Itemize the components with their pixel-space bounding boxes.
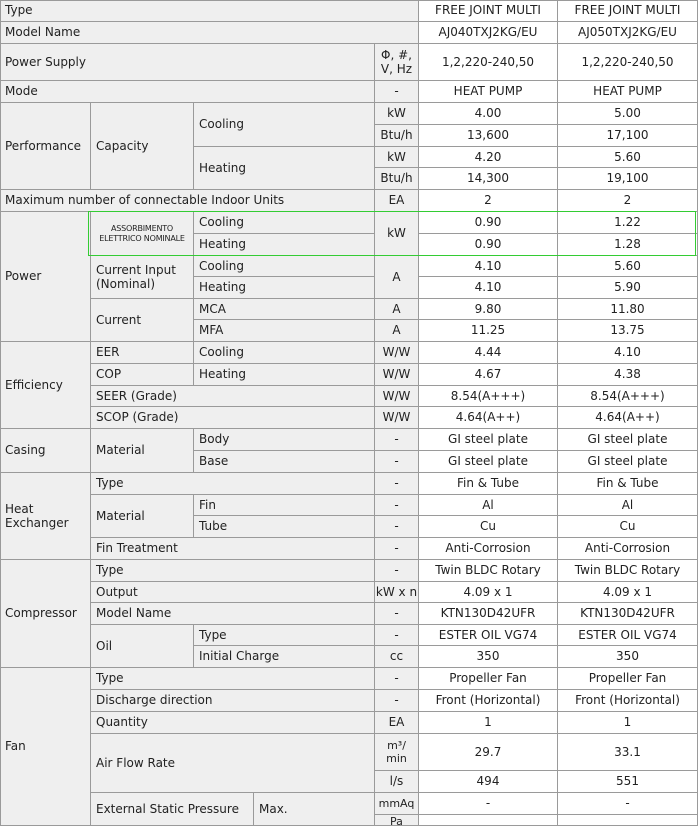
model-value-1: AJ040TXJ2KG/EU	[419, 22, 558, 44]
fan-discharge-value-1: Front (Horizontal)	[419, 690, 558, 712]
ci-cooling-value-1: 4.10	[419, 256, 558, 277]
oil-label: Oil	[91, 625, 194, 668]
hex-treatment-value-1: Anti-Corrosion	[419, 538, 558, 560]
compressor-label: Compressor	[0, 560, 91, 668]
oil-charge-label: Initial Charge	[194, 646, 375, 668]
absorb-cooling-value-2: 1.22	[558, 212, 698, 234]
eer-value-1: 4.44	[419, 342, 558, 364]
hex-type-label: Type	[91, 473, 375, 495]
airflow-ls-unit: l/s	[375, 771, 419, 793]
comp-type-label: Type	[91, 560, 375, 582]
airflow-ls-value-1: 494	[419, 771, 558, 793]
fan-type-value-2: Propeller Fan	[558, 668, 698, 690]
absorb-heating-value-1: 0.90	[419, 234, 558, 256]
ci-heating-label: Heating	[194, 277, 375, 299]
heat-exchanger-label: Heat Exchanger	[0, 473, 91, 560]
casing-base-value-1: GI steel plate	[419, 451, 558, 473]
mfa-value-1: 11.25	[419, 320, 558, 342]
max-units-unit: EA	[375, 190, 419, 212]
absorb-unit: kW	[375, 212, 419, 256]
ci-heating-value-1: 4.10	[419, 277, 558, 299]
casing-body-unit: -	[375, 429, 419, 451]
fan-label: Fan	[0, 668, 91, 826]
fan-quantity-label: Quantity	[91, 712, 375, 734]
mfa-unit: A	[375, 320, 419, 342]
hex-treatment-label: Fin Treatment	[91, 538, 375, 560]
oil-type-unit: -	[375, 625, 419, 646]
capacity-heating-label: Heating	[194, 147, 375, 190]
esp-max-label: Max.	[254, 793, 375, 826]
casing-body-value-1: GI steel plate	[419, 429, 558, 451]
cop-value-1: 4.67	[419, 364, 558, 386]
mca-value-1: 9.80	[419, 299, 558, 320]
scop-label: SCOP (Grade)	[91, 407, 375, 429]
max-units-label: Maximum number of connectable Indoor Units	[0, 190, 375, 212]
cool-kw-value-2: 5.00	[558, 103, 698, 125]
comp-type-unit: -	[375, 560, 419, 582]
hex-fin-value-1: Al	[419, 495, 558, 516]
current-input-label: Current Input (Nominal)	[91, 256, 194, 299]
oil-charge-value-2: 350	[558, 646, 698, 668]
type-value-2: FREE JOINT MULTI	[558, 0, 698, 22]
airflow-m3-unit: m³/ min	[375, 734, 419, 771]
fan-quantity-value-2: 1	[558, 712, 698, 734]
seer-value-1: 8.54(A+++)	[419, 386, 558, 407]
scop-value-2: 4.64(A++)	[558, 407, 698, 429]
fan-discharge-label: Discharge direction	[91, 690, 375, 712]
fan-type-label: Type	[91, 668, 375, 690]
cool-btu-value-1: 13,600	[419, 125, 558, 147]
oil-charge-unit: cc	[375, 646, 419, 668]
performance-label: Performance	[0, 103, 91, 190]
capacity-cooling-label: Cooling	[194, 103, 375, 147]
scop-unit: W/W	[375, 407, 419, 429]
fan-type-unit: -	[375, 668, 419, 690]
heat-btu-unit: Btu/h	[375, 168, 419, 190]
mode-label: Mode	[0, 81, 375, 103]
mca-value-2: 11.80	[558, 299, 698, 320]
airflow-label: Air Flow Rate	[91, 734, 375, 793]
type-value-1: FREE JOINT MULTI	[419, 0, 558, 22]
max-units-value-1: 2	[419, 190, 558, 212]
mca-unit: A	[375, 299, 419, 320]
fan-quantity-value-1: 1	[419, 712, 558, 734]
power-supply-value-2: 1,2,220-240,50	[558, 44, 698, 81]
esp-pa-unit: Pa	[375, 815, 419, 826]
absorb-cooling-label: Cooling	[194, 212, 375, 234]
cop-value-2: 4.38	[558, 364, 698, 386]
casing-body-label: Body	[194, 429, 375, 451]
power-supply-value-1: 1,2,220-240,50	[419, 44, 558, 81]
airflow-m3-value-1: 29.7	[419, 734, 558, 771]
airflow-ls-value-2: 551	[558, 771, 698, 793]
esp-label: External Static Pressure	[91, 793, 254, 826]
hex-treatment-unit: -	[375, 538, 419, 560]
oil-type-label: Type	[194, 625, 375, 646]
mode-value-1: HEAT PUMP	[419, 81, 558, 103]
model-label: Model Name	[0, 22, 419, 44]
cop-label: COP	[91, 364, 194, 386]
hex-tube-label: Tube	[194, 516, 375, 538]
efficiency-label: Efficiency	[0, 342, 91, 429]
esp-mmaq-unit: mmAq	[375, 793, 419, 815]
oil-type-value-1: ESTER OIL VG74	[419, 625, 558, 646]
hex-fin-value-2: Al	[558, 495, 698, 516]
power-supply-unit: Φ, #, V, Hz	[375, 44, 419, 81]
hex-material-label: Material	[91, 495, 194, 538]
scop-value-1: 4.64(A++)	[419, 407, 558, 429]
mode-value-2: HEAT PUMP	[558, 81, 698, 103]
eer-cooling-label: Cooling	[194, 342, 375, 364]
casing-material-label: Material	[91, 429, 194, 473]
casing-body-value-2: GI steel plate	[558, 429, 698, 451]
casing-label: Casing	[0, 429, 91, 473]
hex-tube-value-1: Cu	[419, 516, 558, 538]
cop-heating-label: Heating	[194, 364, 375, 386]
hex-type-unit: -	[375, 473, 419, 495]
hex-tube-unit: -	[375, 516, 419, 538]
ci-unit: A	[375, 256, 419, 299]
cool-kw-unit: kW	[375, 103, 419, 125]
airflow-m3-value-2: 33.1	[558, 734, 698, 771]
cool-btu-unit: Btu/h	[375, 125, 419, 147]
comp-output-label: Output	[91, 582, 375, 603]
esp-mmaq-value-2: -	[558, 793, 698, 815]
seer-unit: W/W	[375, 386, 419, 407]
hex-fin-unit: -	[375, 495, 419, 516]
heat-kw-value-2: 5.60	[558, 147, 698, 168]
ci-cooling-value-2: 5.60	[558, 256, 698, 277]
eer-unit: W/W	[375, 342, 419, 364]
heat-btu-value-2: 19,100	[558, 168, 698, 190]
fan-discharge-value-2: Front (Horizontal)	[558, 690, 698, 712]
casing-base-unit: -	[375, 451, 419, 473]
cool-kw-value-1: 4.00	[419, 103, 558, 125]
fan-quantity-unit: EA	[375, 712, 419, 734]
ci-cooling-label: Cooling	[194, 256, 375, 277]
cop-unit: W/W	[375, 364, 419, 386]
comp-type-value-1: Twin BLDC Rotary	[419, 560, 558, 582]
comp-model-unit: -	[375, 603, 419, 625]
comp-model-value-1: KTN130D42UFR	[419, 603, 558, 625]
comp-model-label: Model Name	[91, 603, 375, 625]
comp-output-value-1: 4.09 x 1	[419, 582, 558, 603]
seer-value-2: 8.54(A+++)	[558, 386, 698, 407]
comp-output-value-2: 4.09 x 1	[558, 582, 698, 603]
esp-mmaq-value-1: -	[419, 793, 558, 815]
absorb-heating-label: Heating	[194, 234, 375, 256]
mfa-label: MFA	[194, 320, 375, 342]
max-units-value-2: 2	[558, 190, 698, 212]
heat-btu-value-1: 14,300	[419, 168, 558, 190]
fan-discharge-unit: -	[375, 690, 419, 712]
heat-kw-value-1: 4.20	[419, 147, 558, 168]
absorb-label: ASSORBIMENTO ELETTRICO NOMINALE	[91, 212, 194, 256]
absorb-cooling-value-1: 0.90	[419, 212, 558, 234]
ci-heating-value-2: 5.90	[558, 277, 698, 299]
eer-value-2: 4.10	[558, 342, 698, 364]
mode-unit: -	[375, 81, 419, 103]
casing-base-value-2: GI steel plate	[558, 451, 698, 473]
hex-treatment-value-2: Anti-Corrosion	[558, 538, 698, 560]
heat-kw-unit: kW	[375, 147, 419, 168]
current-label: Current	[91, 299, 194, 342]
comp-output-unit: kW x n	[375, 582, 419, 603]
mca-label: MCA	[194, 299, 375, 320]
type-label: Type	[0, 0, 419, 22]
comp-type-value-2: Twin BLDC Rotary	[558, 560, 698, 582]
hex-type-value-1: Fin & Tube	[419, 473, 558, 495]
mfa-value-2: 13.75	[558, 320, 698, 342]
esp-pa-value-1	[419, 815, 558, 826]
hex-fin-label: Fin	[194, 495, 375, 516]
absorb-heating-value-2: 1.28	[558, 234, 698, 256]
casing-base-label: Base	[194, 451, 375, 473]
cool-btu-value-2: 17,100	[558, 125, 698, 147]
hex-type-value-2: Fin & Tube	[558, 473, 698, 495]
power-supply-label: Power Supply	[0, 44, 375, 81]
oil-type-value-2: ESTER OIL VG74	[558, 625, 698, 646]
capacity-label: Capacity	[91, 103, 194, 190]
seer-label: SEER (Grade)	[91, 386, 375, 407]
esp-pa-value-2	[558, 815, 698, 826]
hex-tube-value-2: Cu	[558, 516, 698, 538]
fan-type-value-1: Propeller Fan	[419, 668, 558, 690]
power-label: Power	[0, 212, 91, 342]
eer-label: EER	[91, 342, 194, 364]
oil-charge-value-1: 350	[419, 646, 558, 668]
model-value-2: AJ050TXJ2KG/EU	[558, 22, 698, 44]
comp-model-value-2: KTN130D42UFR	[558, 603, 698, 625]
